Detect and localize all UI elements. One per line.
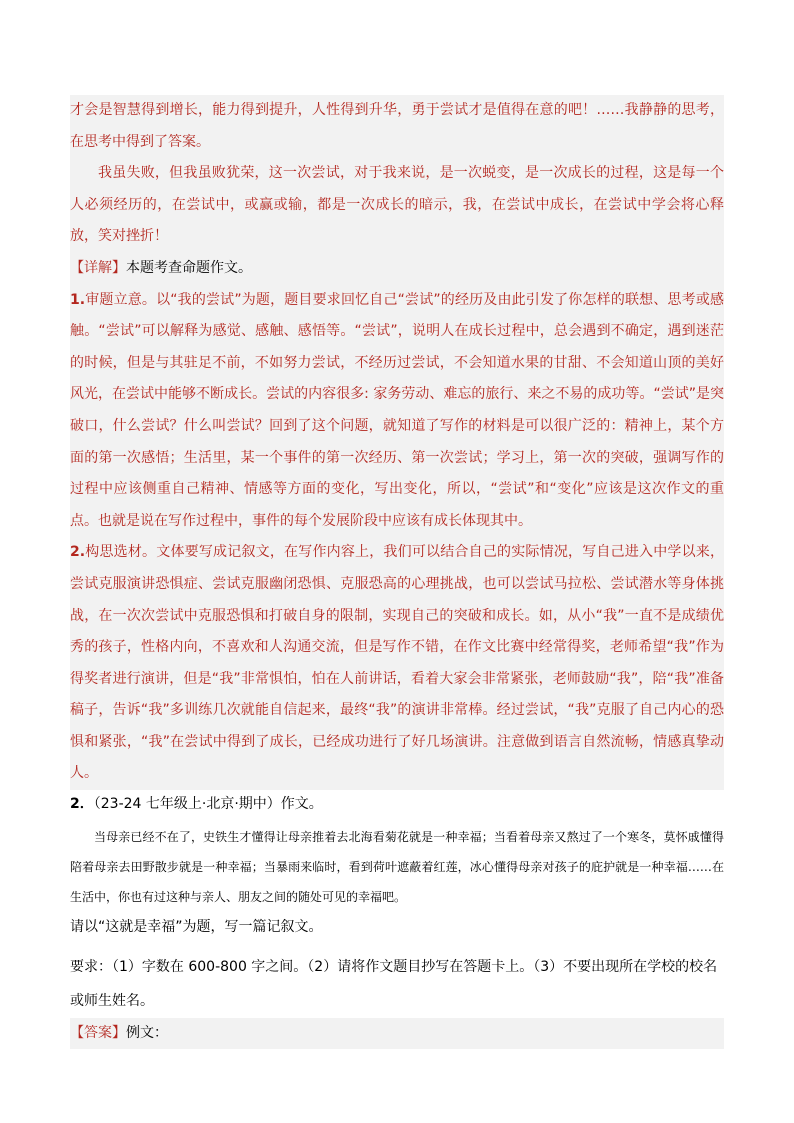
detail-tag: 【详解】 [70,259,126,276]
detail-point-2 [70,537,724,790]
answer-label [70,1018,724,1050]
detail-point-1 [70,285,724,538]
detail-point-1-text: 审题立意。以“我的尝试”为题，题目要求回忆自己“尝试”的经历及由此引发了你怎样的联想、思考或感触。“尝试”可以解释为感觉、感触、感悟等。“尝试”，说明人在成长过程中，总会遇到不确定，遇到迷茫的时候，但是与其驻足不前，不如努力尝试，不经历过尝试，不会知道水果的甘甜、不会知道山顶的美好风光，在尝试中能够不断成长。尝试的内容很多: 家务劳动、难忘的旅行、来之不易的成功等。“尝试”是突破口，什么尝试？什么叫尝试？回到了这个问题，就知道了写作的材料是可以很广泛的：精神上，某个方面的第一次感悟；生活里，某一个事件的第一次经历、第一次尝试；学习上，第一次的突破，强调写作的过程中应该侧重自己精神、情感等方面的变化，写出变化，所以，“尝试”和“变化”应该是这次作文的重点。也就是说在写作过程中，事件的每个发展阶段中应该有成长体现其中。 [70,291,724,529]
document-page [70,95,724,1049]
essay-ending-line: 才会是智慧得到增长，能力得到提升，人性得到升华，勇于尝试才是值得在意的吧！……我静静的思考，在思考中得到了答案。 [70,102,724,150]
question-2-number: 2． [70,796,94,813]
detail-point-2-number: 2. [70,544,86,561]
detail-point-1-number: 1. [70,291,86,308]
question-2-type: 作文。 [280,796,323,813]
detail-intro-text: 本题考查命题作文。 [126,259,252,276]
detail-block [70,253,724,790]
question-2-requirements: 要求：（1）字数在 600-800 字之间。（2）请将作文题目抄写在答题卡上。（3）不要出现所在学校的校名或师生姓名。 [70,958,718,1009]
detail-point-2-text: 构思选材。文体要写成记叙文，在写作内容上，我们可以结合自己的实际情况，写自己进入中学以来，尝试克服演讲恐惧症、尝试克服幽闭恐惧、克服恐高的心理挑战，也可以尝试马拉松、尝试潜水等身体挑战，在一次次尝试中克服恐惧和打破自身的限制，实现自己的突破和成长。如，从小“我”一直不是成绩优秀的孩子，性格内向，不喜欢和人沟通交流，但是写作不错，在作文比赛中经常得奖，老师希望“我”作为得奖者进行演讲，但是“我”非常惧怕，怕在人前讲话，看着大家会非常紧张，老师鼓励“我”，陪“我”准备稿子，告诉“我”多训练几次就能自信起来，最终“我”的演讲非常棒。经过尝试，“我”克服了自己内心的恐惧和紧张，“我”在尝试中得到了成长，已经成功进行了好几场演讲。注意做到语言自然流畅，情感真挚动人。 [70,544,724,782]
answer-text: 例文： [126,1024,168,1041]
answer-tag: 【答案】 [70,1024,126,1041]
question-2-heading [70,790,724,818]
question-2-material: 当母亲已经不在了，史铁生才懂得让母亲推着去北海看菊花就是一种幸福；当看着母亲又熬过了一个寒冬，莫怀戚懂得陪着母亲去田野散步就是一种幸福；当暴雨来临时，看到荷叶遮蔽着红莲，冰心懂得母亲对孩子的庇护就是一种幸福……在生活中，你也有过这种与亲人、朋友之间的随处可见的幸福吧。 [70,830,724,905]
question-2-prompt: 请以“这就是幸福”为题，写一篇记叙文。 [70,919,323,936]
question-2-source: （23-24 七年级上·北京·期中） [93,796,281,813]
essay-ending-paragraph: 我虽失败，但我虽败犹荣，这一次尝试，对于我来说，是一次蜕变，是一次成长的过程，这是每一个人必须经历的，在尝试中，或赢或输，都是一次成长的暗示，我，在尝试中成长，在尝试中学会将心释放，笑对挫折！ [70,165,724,245]
detail-intro [70,253,724,285]
essay-ending-block [70,95,724,253]
